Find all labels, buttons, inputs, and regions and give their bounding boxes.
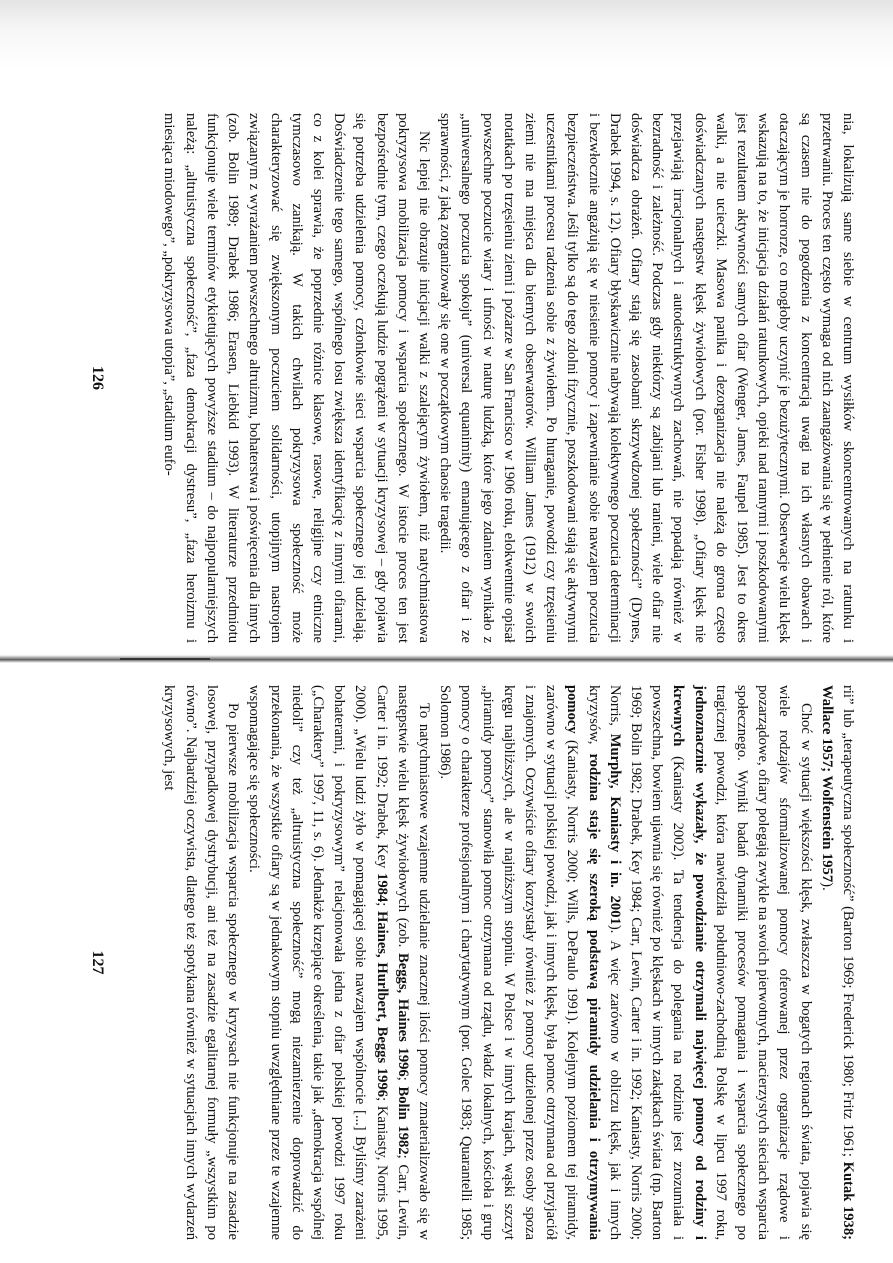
page-fold [0,655,893,663]
page-number-126: 126 [89,366,106,390]
page-126 [83,113,858,643]
paragraph: nia, lokalizują same siebie w centrum wysiłków skoncentrowanych na ratunku i przetrwaniu. Proces ten często wymaga od nich zaangażowania się w pełnienie ról, które są czasem nie do pogodzenia z koncentracją uwagi na ich własnych obawach i otaczającym je horrorze, co mogłoby uczynić je bezużytecznymi. Obserwacje wielu klęsk wskazują na to, że inicjacja działań ratunkowych, opieki nad rannymi i poszkodowanymi jest rezultatem aktywności samych ofiar (Wenger, James, Faupel 1985). Jest to okres walki, a nie ucieczki. Masowa panika i dezorganizacja nie należą do grona często doświadczanych następstw klęsk żywiołowych (por. Fisher 1998). „Ofiary klęsk nie przejawiają irracjonalnych i autodestruktywnych zachowań, nie popadają również w bezradność i zależność. Podczas gdy niektórzy są zabijani lub ranieni, wiele ofiar nie doświadcza obrażeń. Ofiary stają się zasobami skrzywdzonej społeczności” (Dynes, Drabek 1994, s. 12). Ofiary błyskawicznie nabywają kolektywnego poczucia determinacji i bezwłocznie angażują się w niesienie pomocy i zapewnianie sobie nawzajem poczucia bezpieczeństwa. Jeśli tylko są do tego zdolni fizycznie, poszkodowani stają się aktywnymi uczestnikami procesu radzenia sobie z żywiołem. Po huraganie, powodzi czy trzęsieniu ziemi nie ma miejsca dla biernych obserwatorów. William James (1912) w swoich notatkach po trzęsieniu ziemi i pożarze w San Francisco w 1906 roku, elokwentnie opisał powszechne poczucie wiary i ufności w naturę ludzką, które jego zdaniem wynikało z „uniwersalnego poczucia spokoju” (universal equanimity) emanującego z ofiar i ze sprawności, z jaką zorganizowały się one w początkowym chaosie tragedii. [437,113,856,643]
paragraph: rii” lub „terapeutyczna społeczność” (Barton 1969; Frederick 1980; Fritz 1961; Kutak 1938; Wallace 1957; Wolfenstein 1957). [818,685,856,1241]
page-126-body [158,113,858,643]
paragraph: To natychmiastowe wzajemne udzielanie znacznej ilości pomocy zmaterializowało się w następstwie wielu klęsk żywiołowych (zob. Beggs, Haines 1996; Bolin 1982; Carr, Lewin, Carter i in. 1992; Drabek, Key 1984; Haines, Hurlbert, Beggs 1996; Kaniasty, Norris 1995, 2000). „Wielu ludzi żyło w pomagającej sobie nawzajem wspólnocie [...] Byliśmy zarażeni bohaterami, i pokryzysowym” relacjonowała jedna z ofiar polskiej powodzi 1997 roku („Charaktery” 1997, 11, s. 6). Jednakże krzepiące określenia, takie jak „demokracja wspólnej niedoli” czy też „altruistyczna społeczność” mogą niezamierzenie doprowadzić do przekonania, że wszystkie ofiary są w jednakowym stopniu uwzględniane przez te wzajemne wspomagające się społeczności. [246,685,432,1241]
paragraph: Choć w sytuacji większości klęsk, zwłaszcza w bogatych regionach świata, pojawia się wiele rodzajów sformalizowanej pomocy oferowanej przez organizacje rządowe i pozarządowe, ofiary polegają zwykle na swoich pierwotnych, macierzystych sieciach wsparcia społecznego. Wyniki badań dynamiki procesów pomagania i wsparcia społecznego po tragicznej powodzi, która nawiedziła południowo-zachodnią Polskę w lipcu 1997 roku, jednoznacznie wykazały, że powodzianie otrzymali najwięcej pomocy od rodziny i krewnych (Kaniasty 2002). Ta tendencja do polegania na rodzinie jest zrozumiała i powszechna, bowiem ujawnia się również po klęskach w innych zakątkach świata (np. Barton 1969; Bolin 1982; Drabek, Key 1984; Carr, Lewin, Carter i in. 1992; Kaniasty, Norris 2000; Norris, Murphy, Kaniasty i in. 2001). A więc zarówno w obliczu klęsk, jak i innych kryzysów, rodzina staje się szeroką podstawą piramidy udzielania i otrzymywania pomocy (Kaniasty, Norris 2000; Wills, DePaulo 1991). Kolejnym poziomem tej piramidy, zarówno w sytuacji polskiej powodzi, jak i innych klęsk, była pomoc otrzymana od przyjaciół i znajomych. Oczywiście ofiary korzystały również z pomocy udzielonej przez osoby spoza kręgu najbliższych, ale w najniższym stopniu. W Polsce i w innych krajach, wąski szczyt „piramidy pomocy” stanowiła pomoc otrzymana od rządu, władz lokalnych, kościoła i grup pomocy o charakterze profesjonalnym i charytatywnym (por. Golec 1983; Quarantelli 1985; Solomon 1986). [437,685,814,1241]
page-number-127: 127 [89,950,106,975]
scan-header-shading [0,0,893,70]
page-127 [83,685,858,1240]
paragraph: Nic lepiej nie obrazuje inicjacji walki z szalejącym żywiołem, niż natychmiastowa pokryzysowa mobilizacja pomocy i wsparcia społecznego. W istocie proces ten jest bezpośrednie tym, czego oczekują ludzie pogrążeni w sytuacji kryzysowej – gdy pojawia się potrzeba udzielenia pomocy, członkowie sieci wsparcia społecznego jej udzielają. Doświadczenie tego samego, wspólnego losu zwiększa identyfikację z innymi ofiarami, co z kolei sprawia, że poprzednie różnice klasowe, rasowe, religijne czy etniczne tymczasowo zanikają. W takich chwilach pokryzysowa społeczność może charakteryzować się zwiększonym poczuciem solidarności, utopijnym nastrojem związanym z wyrażaniem powszechnego altruizmu, bohaterstwa i poświęcenia dla innych (zob. Bolin 1989; Drabek 1986; Erasen, Liebkid 1993). W literaturze przedmiotu funkcjonuje wiele terminów etykietujących powyższe stadium – do najpopularniejszych należą: „altruistyczna społeczność”, „faza demokracji dystresu”, „faza heroizmu i miesiąca miodowego”, „pokryzysowa utopia”, „stadium eufo- [161,113,432,643]
page-127-body [158,685,858,1240]
paragraph: Po pierwsze mobilizacja wsparcia społecznego w kryzysach nie funkcjonuje na zasadzie losowej, przypadkowej dystrybucji, ani też na zasadzie egalitarnej formuły „wszystkim po równo”. Najbardziej oczywista, dlatego też spotykana również w sytuacjach innych wydarzeń kryzysowych, jest [161,685,242,1240]
